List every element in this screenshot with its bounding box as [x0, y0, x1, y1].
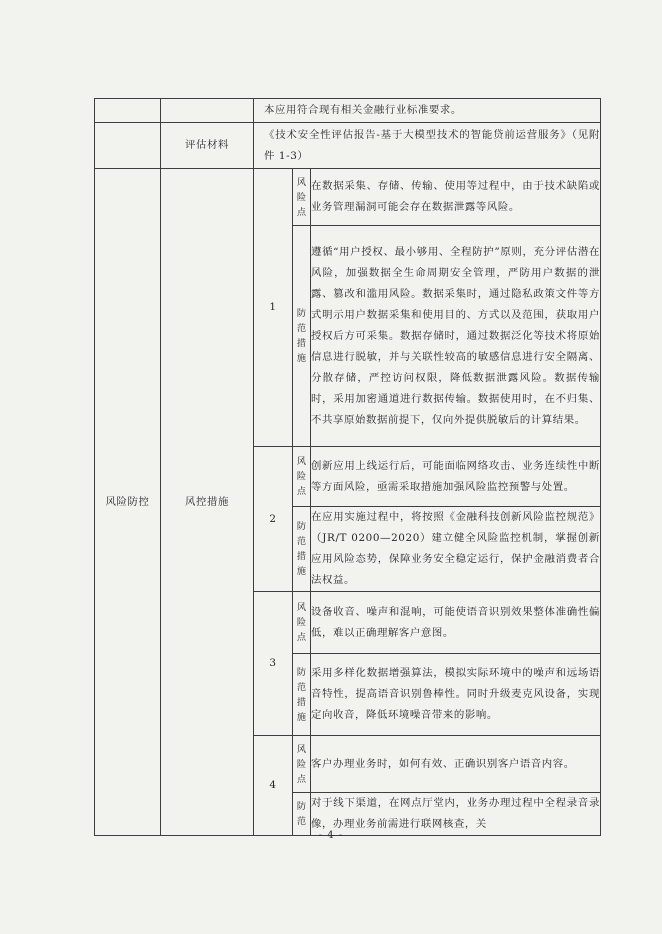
measure-label: 防范措施 [293, 654, 311, 736]
risk-point-text: 创新应用上线运行后，可能面临网络攻击、业务连续性中断等方面风险，亟需采取措施加强风险监控预警与处置。 [311, 447, 601, 507]
risk-point-text: 客户办理业务时，如何有效、正确识别客户语音内容。 [311, 736, 601, 793]
item-number: 2 [254, 447, 293, 592]
measure-text: 在应用实施过程中，将按照《金融科技创新风险监控规范》（JR/T 0200—2020）建立健全风险监控机制，掌握创新应用风险态势，保障业务安全稳定运行，保护金融消费者合法权益。 [311, 507, 601, 592]
measure-label: 防范 [293, 793, 311, 836]
risk-point-label: 风险点 [293, 592, 311, 654]
measure-text: 对于线下渠道，在网点厅堂内，业务办理过程中全程录音录像，办理业务前需进行联网核查，关 [311, 793, 601, 836]
item-number: 3 [254, 592, 293, 736]
empty-cell [95, 123, 161, 169]
item-number: 1 [254, 169, 293, 447]
empty-cell [95, 99, 161, 123]
risk-point-label: 风险点 [293, 736, 311, 793]
risk-point-text: 在数据采集、存储、传输、使用等过程中，由于技术缺陷或业务管理漏洞可能会存在数据泄露等风险。 [311, 169, 601, 226]
page-number: - 4 - [318, 830, 344, 841]
risk-point-text: 设备收音、噪声和混响，可能使语音识别效果整体准确性偏低，难以正确理解客户意图。 [311, 592, 601, 654]
material-label: 评估材料 [161, 123, 254, 169]
risk-row [95, 169, 601, 226]
measure-text: 采用多样化数据增强算法，模拟实际环境中的噪声和远场语音特性，提高语音识别鲁棒性。同时升级麦克风设备，实现定向收音，降低环境噪音带来的影响。 [311, 654, 601, 736]
material-row [95, 123, 601, 169]
measure-text: 遵循“用户授权、最小够用、全程防护”原则，充分评估潜在风险，加强数据全生命周期安全管理，严防用户数据的泄露、篡改和滥用风险。数据采集时，通过隐私政策文件等方式明示用户数据采集和使用目的、方式以及范围，获取用户授权后方可采集。数据存储时，通过数据泛化等技术将原始信息进行脱敏，并与关联性较高的敏感信息进行安全隔离、分散存储，严控访问权限，降低数据泄露风险。数据传输时，采用加密通道进行数据传输。数据使用时，在不归集、不共享原始数据前提下，仅向外提供脱敏后的计算结果。 [311, 226, 601, 447]
risk-category-cell: 风险防控 [95, 169, 161, 836]
risk-subcategory-cell: 风控措施 [161, 169, 254, 836]
measure-label: 防范措施 [293, 226, 311, 447]
empty-cell [161, 99, 254, 123]
item-number: 4 [254, 736, 293, 836]
intro-row [95, 99, 601, 123]
material-text: 《技术安全性评估报告-基于大模型技术的智能贷前运营服务》（见附件 1-3） [254, 123, 601, 169]
measure-label: 防范措施 [293, 507, 311, 592]
risk-point-label: 风险点 [293, 447, 311, 507]
risk-point-label: 风险点 [293, 169, 311, 226]
risk-assessment-table [94, 98, 601, 836]
standards-compliance-text: 本应用符合现有相关金融行业标准要求。 [254, 99, 601, 123]
